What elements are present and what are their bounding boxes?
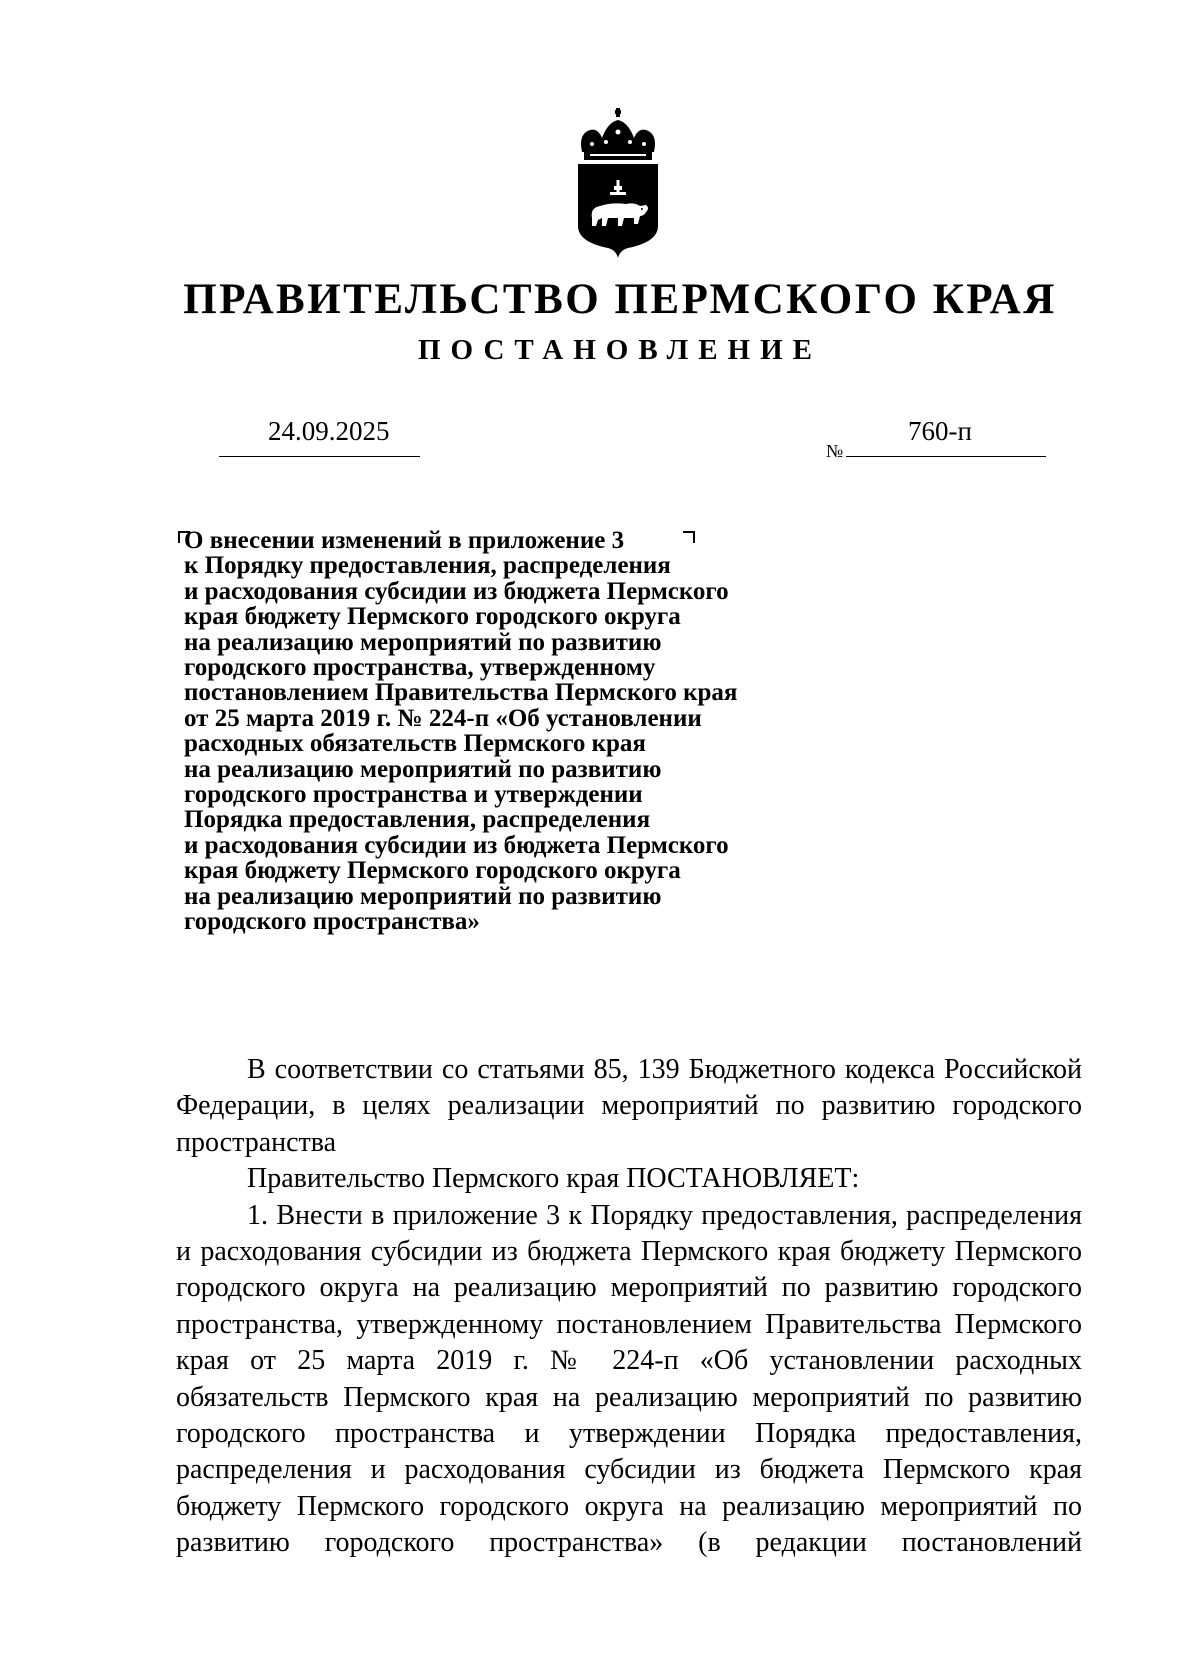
body-paragraph: В соответствии со статьями 85, 139 Бюджетного кодекса Российской Федерации, в целях реализации мероприятий по развитию городского пространства	[176, 1054, 1082, 1158]
document-number: 760-п	[908, 416, 972, 446]
body-paragraph: 1. Внести в приложение 3 к Порядку предоставления, распределения и расходования субсидии из бюджета Пермского края бюджету Пермского городского округа на реализацию мероприятий по развитию городского пространства, утвержденному постановлением Правительства Пермского края от 25 марта 2019 г. № 224-п «Об установлении расходных обязательств Пермского края на реализацию мероприятий по развитию городского пространства и утверждении Порядка предоставления, распределения и расходования субсидии из бюджета Пермского края бюджету Пермского городского округа на реализацию мероприятий по развитию городского пространства» (в редакции постановлений	[176, 1199, 1082, 1559]
number-underline	[846, 456, 1046, 457]
coat-of-arms-icon	[568, 108, 668, 258]
date-underline	[219, 456, 420, 457]
number-label: №	[826, 441, 844, 461]
document-body	[176, 1052, 1082, 1562]
document-date: 24.09.2025	[268, 416, 390, 446]
body-paragraph: Правительство Пермского края ПОСТАНОВЛЯЕТ:	[247, 1163, 860, 1195]
organization-title: ПРАВИТЕЛЬСТВО ПЕРМСКОГО КРАЯ	[183, 276, 1057, 323]
document-heading: О внесении изменений в приложение 3 к Порядку предоставления, распределения и расходования субсидии из бюджета Пермского края бюджету Пермского городского округа на реализацию мероприятий по развитию городского пространства, утвержденному постановлением Правительства Пермского края от 25 марта 2019 г. № 224-п «Об установлении расходных обязательств Пермского края на реализацию мероприятий по развитию городского пространства и утверждении Порядка предоставления, распределения и расходования субсидии из бюджета Пермского края бюджету Пермского городского округа на реализацию мероприятий по развитию городского пространства»	[184, 527, 738, 936]
document-type: ПОСТАНОВЛЕНИЕ	[417, 334, 822, 366]
